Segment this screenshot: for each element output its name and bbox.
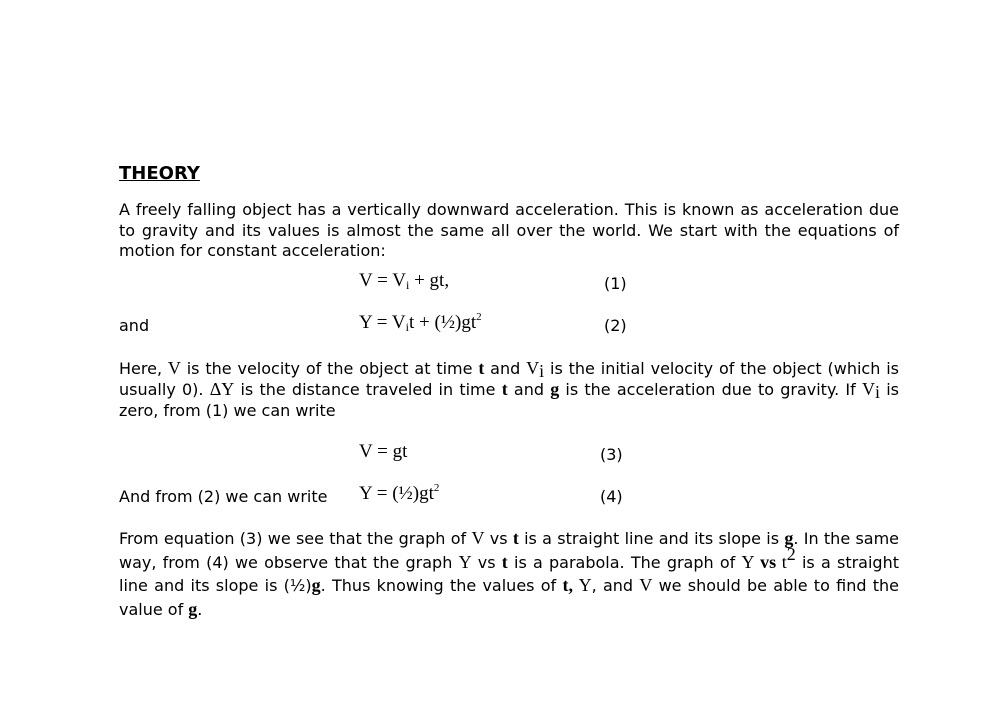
conclusion-paragraph: From equation (3) we see that the graph of V vs t is a straight line and its slope is g. In the same way, from (4) we observe that the graph Y vs t is a parabola. The graph of Y vs $t^2$ is a straight line and its slope is (½)g. Thus knowing the values of t, Y, and V we should be able to find the value of g. [119, 528, 900, 619]
equation-3-expression: V = gt [359, 441, 408, 462]
equation-4-label: And from (2) we can write [119, 487, 328, 506]
equation-4-number: (4) [600, 487, 623, 506]
equation-2-expression: $Y = V_it$ + $(\frac{1}{2})gt^2$ [359, 310, 482, 334]
theory-section [119, 162, 899, 621]
equation-1-expression: $V = V_i$ + gt, [359, 269, 450, 292]
equation-3 [119, 433, 899, 475]
equation-2-number: (2) [604, 315, 627, 335]
section-heading: THEORY [119, 163, 200, 184]
equation-4-expression: $Y = (\frac{1}{2})gt^2$ [359, 482, 440, 504]
explanation-paragraph: Here, V is the velocity of the object at time t and $V_i$ is the initial velocity of the object (which is usually 0). ΔY is the distance traveled in time t and g is the acceleration due to gravity. If $V_i$ is zero, from (1) we can write [119, 357, 899, 420]
equation-4 [119, 475, 899, 517]
equation-2 [119, 304, 899, 346]
equation-1-number: (1) [604, 273, 627, 293]
intro-paragraph: A freely falling object has a vertically downward acceleration. This is known as acceleration due to gravity and its values is almost the same all over the world. We start with the equations of motion for constant acceleration: [119, 200, 899, 260]
equation-3-number: (3) [600, 445, 623, 464]
equation-1 [119, 262, 899, 304]
equation-2-label: and [119, 315, 150, 335]
